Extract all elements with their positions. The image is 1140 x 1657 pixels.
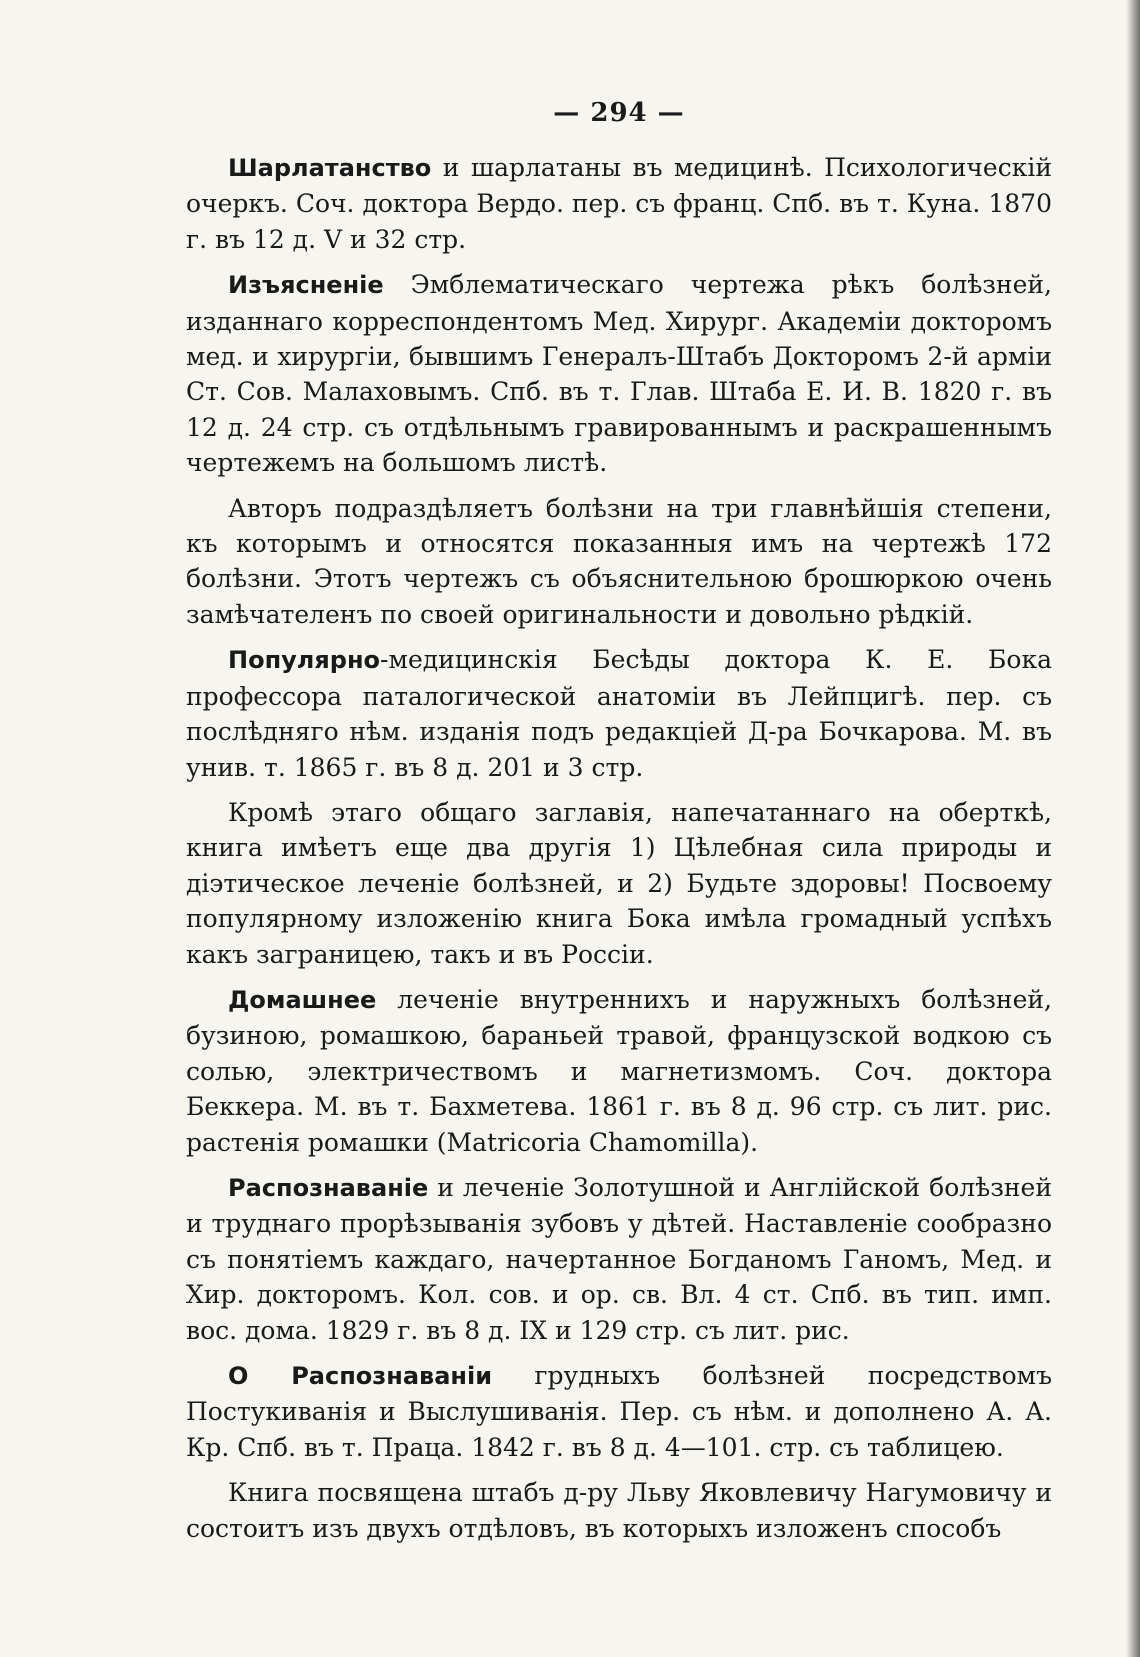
entry-note: Книга посвящена штабъ д-ру Льву Яковлевичу Нагумовичу и состоитъ изъ двухъ отдѣловъ, въ которыхъ изложенъ способъ: [186, 1478, 1052, 1543]
entry-note: Кромѣ этаго общаго заглавія, напечатаннаго на оберткѣ, книга имѣетъ еще два другія 1) Цѣлебная сила природы и діэтическое леченіе болѣзней, и 2) Будьте здоровы! Посвоему популярному изложенію книга Бока имѣла громадный успѣхъ какъ заграницею, такъ и въ Россіи.: [186, 797, 1052, 969]
entry-izyasnenie: [186, 267, 1052, 480]
entry-headword: О Распознаваніи: [228, 1362, 493, 1390]
entry-text: и леченіе Золотушной и Англійской болѣзней и труднаго прорѣзыванія зубовъ у дѣтей. Наставленіе сообразно съ понятіемъ каждаго, начертанное Богданомъ Ганомъ, Мед. и Хир. докторомъ. Кол. сов. и ор. св. Вл. 4 ст. Спб. въ тип. имп. вос. дома. 1829 г. въ 8 д. IX и 129 стр. съ лит. рис.: [186, 1172, 1052, 1345]
entry-populyarno: [186, 642, 1052, 785]
book-page: [186, 98, 1052, 1556]
entry-text: Эмблематическаго чертежа рѣкъ болѣзней, изданнаго корреспондентомъ Мед. Хирург. Академіи докторомъ мед. и хирургіи, бывшимъ Генералъ-Штабъ Докторомъ 2-й арміи Ст. Сов. Малаховымъ. Спб. въ т. Глав. Штаба Е. И. В. 1820 г. въ 12 д. 24 стр. съ отдѣльнымъ гравированнымъ и раскрашеннымъ чертежемъ на большомъ листѣ.: [186, 270, 1052, 478]
entry-headword: Распознаваніе: [228, 1173, 429, 1202]
entry-text: грудныхъ болѣзней посредствомъ Постукиванія и Выслушиванія. Пер. съ нѣм. и дополнено А. А. Кр. Спб. въ т. Праца. 1842 г. въ 8 д. 4—101. стр. съ таблицею.: [186, 1361, 1052, 1462]
entry-text: -медицинскія Бесѣды доктора К. Е. Бока профессора паталогической анатоміи въ Лейпцигѣ. пер. съ послѣдняго нѣм. изданія подъ редакціей Д-ра Бочкарова. М. въ унив. т. 1865 г. въ 8 д. 201 и 3 стр.: [186, 645, 1052, 782]
entry-headword: Домашнее: [228, 985, 377, 1014]
page-number: — 294 —: [553, 98, 685, 128]
entry-raspoznavanie: [186, 1170, 1052, 1348]
entry-text: и шарлатаны въ медицинѣ. Психологическій очеркъ. Соч. доктора Вердо. пер. съ франц. Спб. въ т. Куна. 1870 г. въ 12 д. V и 32 стр.: [186, 153, 1052, 254]
entry-text: леченіе внутреннихъ и наружныхъ болѣзней, бузиною, ромашкою, бараньей травой, французской водкою съ солью, электричествомъ и магнетизмомъ. Соч. доктора Беккера. М. въ т. Бахметева. 1861 г. въ 8 д. 96 стр. съ лит. рис. растенія ромашки (Matricoria Chamomilla).: [186, 984, 1052, 1157]
entry-headword: Изъясненіе: [228, 271, 384, 300]
entry-note: Авторъ подраздѣляетъ болѣзни на три главнѣйшія степени, къ которымъ и относятся показанныя имъ на чертежѣ 172 болѣзни. Этотъ чертежъ съ объяснительною брошюркою очень замѣчателенъ по своей оригинальности и довольно рѣдкій.: [186, 493, 1052, 629]
entry-headword: Шарлатанство: [228, 154, 432, 182]
page-edge-shadow: [1126, 0, 1140, 1657]
entry-domashnee: [186, 982, 1052, 1160]
entry-o-raspoznavanii: [186, 1358, 1052, 1465]
entry-headword: Популярно: [228, 646, 381, 675]
entry-sharlatanstvo: [186, 150, 1052, 257]
